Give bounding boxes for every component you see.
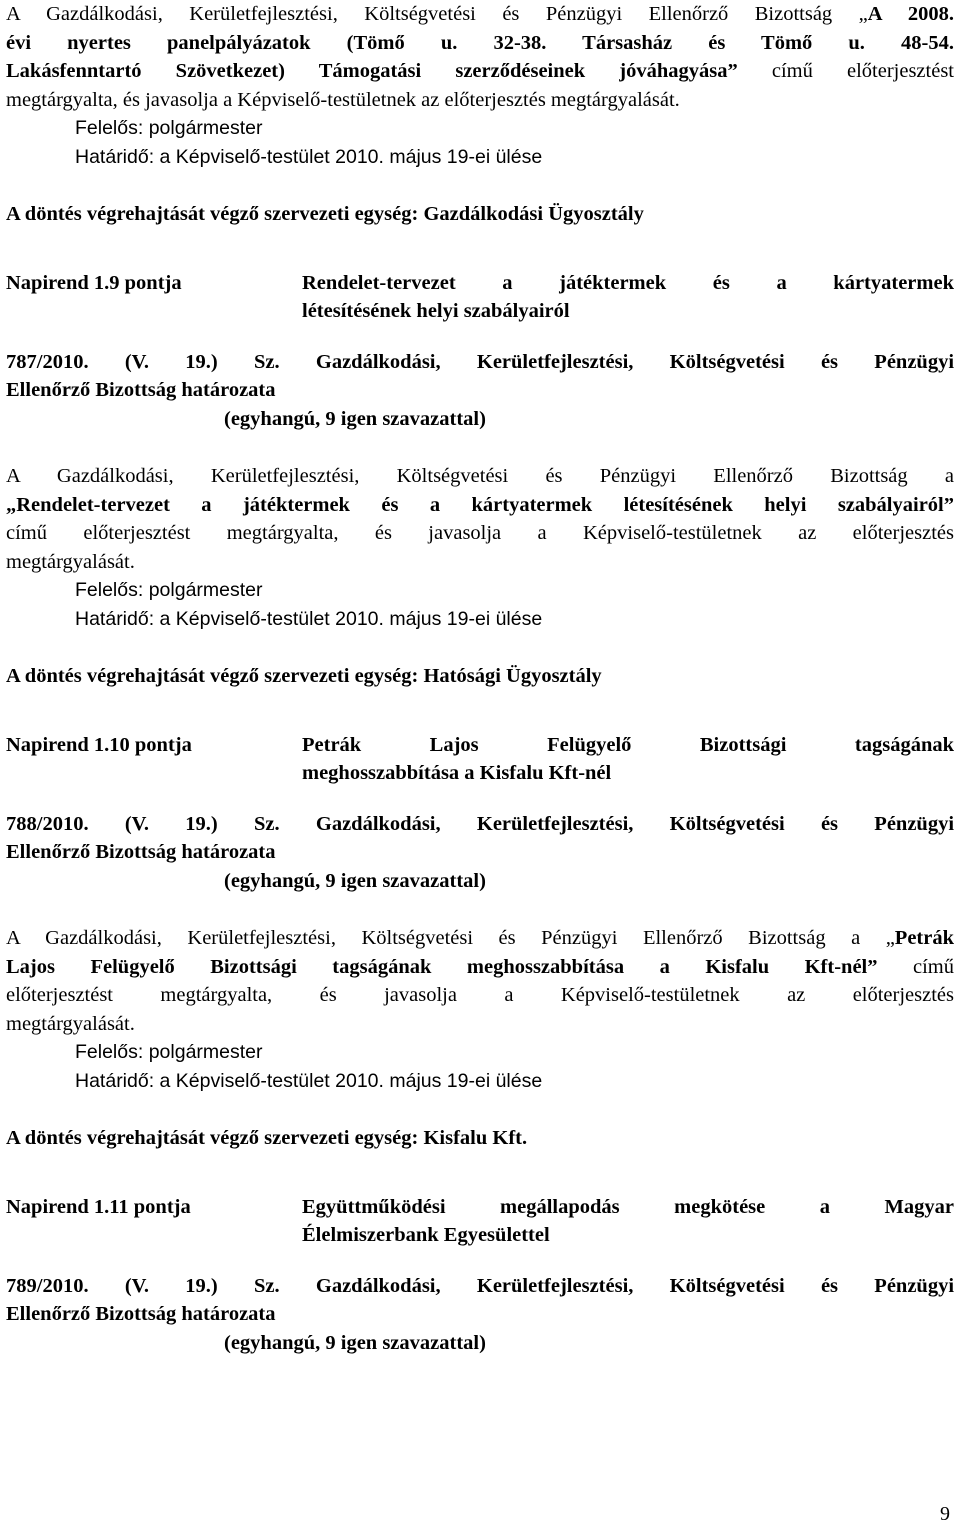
vote-line: (egyhangú, 9 igen szavazattal) (224, 407, 486, 430)
deadline-line: Határidő: a Képviselő-testület 2010. május 19-ei ülése (75, 1069, 543, 1092)
responsible-line: Felelős: polgármester (75, 117, 263, 139)
agenda-item (6, 731, 954, 788)
deadline-line: Határidő: a Képviselő-testület 2010. május 19-ei ülése (75, 145, 543, 168)
agenda-number: Napirend 1.9 pontja (6, 271, 182, 294)
agenda-title: Petrák Lajos Felügyelő Bizottsági tagságának meghosszabbítása a Kisfalu Kft-nél (302, 733, 954, 784)
resolution-header: 787/2010. (V. 19.) Sz. Gazdálkodási, Kerületfejlesztési, Költségvetési és Pénzügyi Ellenőrző Bizottság határozata (6, 350, 955, 401)
body-line: Lakásfenntartó Szövetkezet) Támogatási szerződéseinek jóváhagyása” című előterjesztést (6, 60, 954, 82)
vote-line: (egyhangú, 9 igen szavazattal) (224, 869, 486, 892)
resolution-header: 789/2010. (V. 19.) Sz. Gazdálkodási, Kerületfejlesztési, Költségvetési és Pénzügyi Ellenőrző Bizottság határozata (6, 1274, 955, 1325)
resolution-body (6, 0, 954, 114)
agenda-title: Együttműködési megállapodás megkötése a Magyar Élelmiszerbank Egyesülettel (302, 1195, 954, 1246)
page-number: 9 (940, 1503, 950, 1525)
responsible-line: Felelős: polgármester (75, 1041, 263, 1063)
vote-line: (egyhangú, 9 igen szavazattal) (224, 1331, 486, 1354)
agenda-item (6, 1193, 954, 1250)
agenda-number: Napirend 1.10 pontja (6, 733, 192, 756)
body-line: évi nyertes panelpályázatok (Tömő u. 32-38. Társasház és Tömő u. 48-54. (6, 31, 954, 54)
document-page (6, 0, 954, 1357)
deadline-line: Határidő: a Képviselő-testület 2010. május 19-ei ülése (75, 607, 543, 630)
resolution-body: A Gazdálkodási, Kerületfejlesztési, Költségvetési és Pénzügyi Ellenőrző Bizottság a „Petrák Lajos Felügyelő Bizottsági tagságának meghosszabbítása a Kisfalu Kft-nél” című előterjesztést megtárgyalta, és javasolja a Képviselő-testületnek az előterjesztés megtárgyalását. (6, 927, 954, 1035)
agenda-item (6, 269, 954, 326)
agenda-number: Napirend 1.11 pontja (6, 1195, 191, 1218)
executor-line: A döntés végrehajtását végző szervezeti egység: Hatósági Ügyosztály (6, 665, 602, 687)
executor-line: A döntés végrehajtását végző szervezeti egység: Gazdálkodási Ügyosztály (6, 203, 644, 225)
body-line: A Gazdálkodási, Kerületfejlesztési, Költségvetési és Pénzügyi Ellenőrző Bizottság „A 2008. (6, 3, 954, 25)
resolution-header: 788/2010. (V. 19.) Sz. Gazdálkodási, Kerületfejlesztési, Költségvetési és Pénzügyi Ellenőrző Bizottság határozata (6, 812, 955, 863)
resolution-body: A Gazdálkodási, Kerületfejlesztési, Költségvetési és Pénzügyi Ellenőrző Bizottság a „Rendelet-tervezet a játéktermek és a kártyatermek létesítésének helyi szabályairól” című előterjesztést megtárgyalta, és javasolja a Képviselő-testületnek az előterjesztés megtárgyalását. (6, 465, 954, 573)
body-line: megtárgyalta, és javasolja a Képviselő-testületnek az előterjesztés megtárgyalását. (6, 88, 680, 111)
agenda-title: Rendelet-tervezet a játéktermek és a kártyatermek létesítésének helyi szabályairól (302, 271, 954, 322)
responsible-line: Felelős: polgármester (75, 579, 263, 601)
executor-line: A döntés végrehajtását végző szervezeti egység: Kisfalu Kft. (6, 1127, 528, 1149)
